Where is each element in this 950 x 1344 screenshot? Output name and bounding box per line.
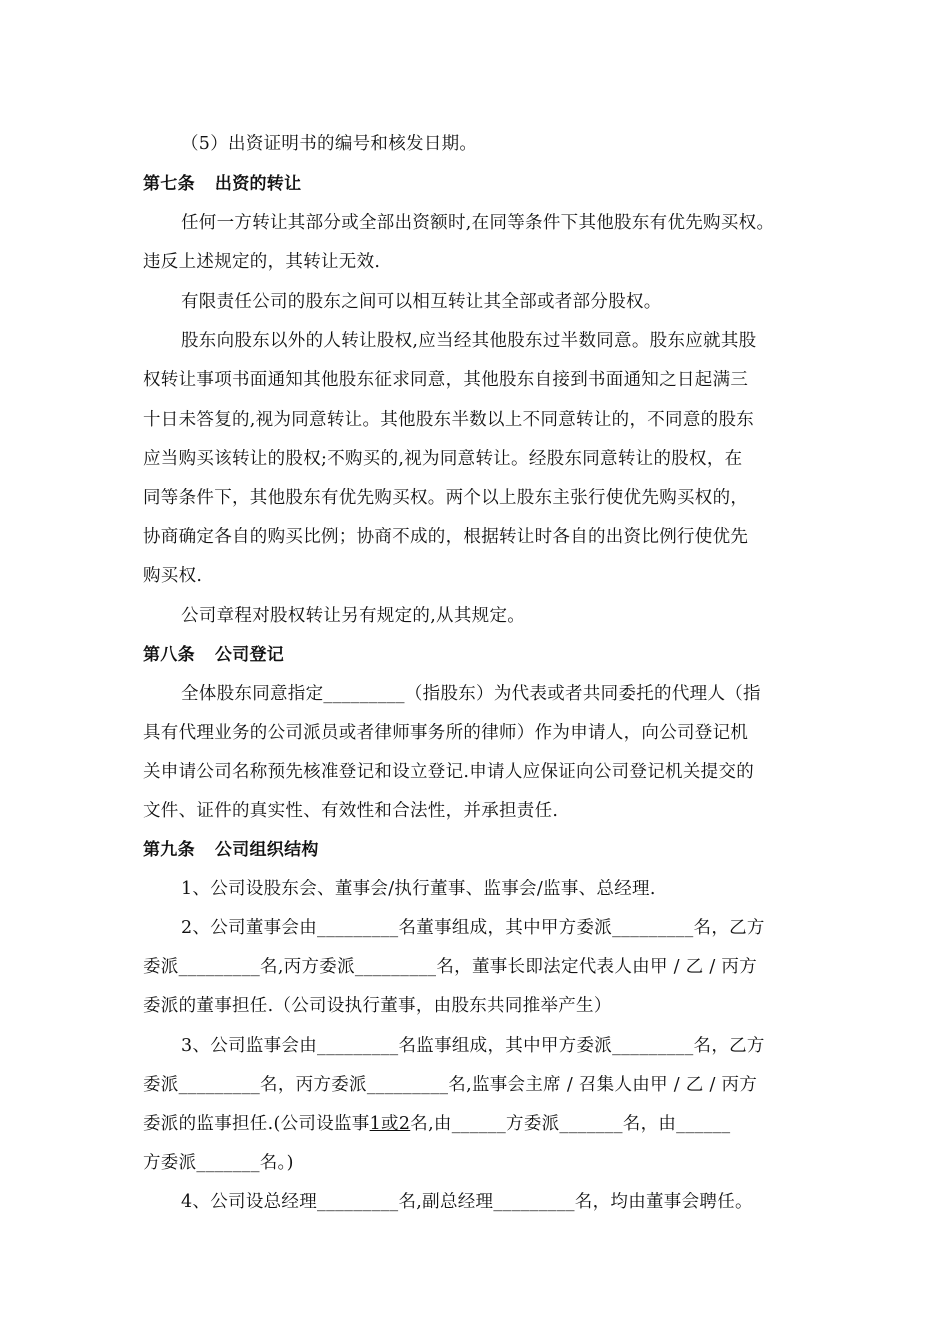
paragraph-line: 文件、证件的真实性、有效性和合法性，并承担责任. xyxy=(143,801,559,821)
paragraph-line: 有限责任公司的股东之间可以相互转让其全部或者部分股权。 xyxy=(181,292,662,312)
paragraph-line: 违反上述规定的，其转让无效. xyxy=(143,252,381,272)
paragraph-line: 应当购买该转让的股权;不购买的,视为同意转让。经股东同意转让的股权，在 xyxy=(143,449,743,469)
paragraph-line: 公司章程对股权转让另有规定的,从其规定。 xyxy=(181,606,526,626)
paragraph-line: 2、公司董事会由_________名董事组成，其中甲方委派_________名，乙方 xyxy=(181,918,765,938)
paragraph-line: 方委派_______名。) xyxy=(143,1153,294,1173)
article-number: 第七条 xyxy=(143,174,195,194)
article-number: 第九条 xyxy=(143,840,195,860)
paragraph-line: 委派_________名，丙方委派_________名,监事会主席 / 召集人由甲 / 乙 / 丙方 xyxy=(143,1075,758,1095)
paragraph-line: 3、公司监事会由_________名监事组成，其中甲方委派_________名，乙方 xyxy=(181,1036,765,1056)
article-number: 第八条 xyxy=(143,645,195,665)
paragraph-line: 1、公司设股东会、董事会/执行董事、监事会/监事、总经理. xyxy=(181,879,656,899)
paragraph-line: 具有代理业务的公司派员或者律师事务所的律师）作为申请人，向公司登记机 xyxy=(143,723,749,743)
paragraph-line: 4、公司设总经理_________名,副总经理_________名，均由董事会聘任。 xyxy=(181,1192,753,1212)
underlined-value: 1或2 xyxy=(369,1114,411,1134)
article-title: 公司登记 xyxy=(214,645,285,665)
paragraph-line: （5）出资证明书的编号和核发日期。 xyxy=(181,134,478,154)
article-heading xyxy=(143,172,301,196)
paragraph-line: 权转让事项书面通知其他股东征求同意，其他股东自接到书面通知之日起满三 xyxy=(143,370,749,390)
text-run: 委派的监事担任.(公司设监事 xyxy=(143,1114,370,1134)
paragraph-line: 同等条件下，其他股东有优先购买权。两个以上股东主张行使优先购买权的， xyxy=(143,488,749,508)
paragraph-line xyxy=(143,1112,730,1136)
text-run: 名,由______方委派_______名，由______ xyxy=(410,1114,731,1134)
paragraph-line: 全体股东同意指定_________（指股东）为代表或者共同委托的代理人（指 xyxy=(181,684,761,704)
paragraph-line: 股东向股东以外的人转让股权,应当经其他股东过半数同意。股东应就其股 xyxy=(181,331,757,351)
article-title: 出资的转让 xyxy=(214,174,302,194)
article-heading xyxy=(143,838,319,862)
paragraph-line: 委派_________名,丙方委派_________名，董事长即法定代表人由甲 / 乙 / 丙方 xyxy=(143,957,758,977)
article-title: 公司组织结构 xyxy=(214,840,319,860)
paragraph-line: 购买权. xyxy=(143,566,203,586)
paragraph-line: 协商确定各自的购买比例；协商不成的，根据转让时各自的出资比例行使优先 xyxy=(143,527,749,547)
paragraph-line: 十日未答复的,视为同意转让。其他股东半数以上不同意转让的，不同意的股东 xyxy=(143,410,755,430)
paragraph-line: 委派的董事担任.（公司设执行董事，由股东共同推举产生） xyxy=(143,996,612,1016)
paragraph-line: 任何一方转让其部分或全部出资额时,在同等条件下其他股东有优先购买权。 xyxy=(181,213,775,233)
article-heading xyxy=(143,643,284,667)
paragraph-line: 关申请公司名称预先核准登记和设立登记.申请人应保证向公司登记机关提交的 xyxy=(143,762,755,782)
